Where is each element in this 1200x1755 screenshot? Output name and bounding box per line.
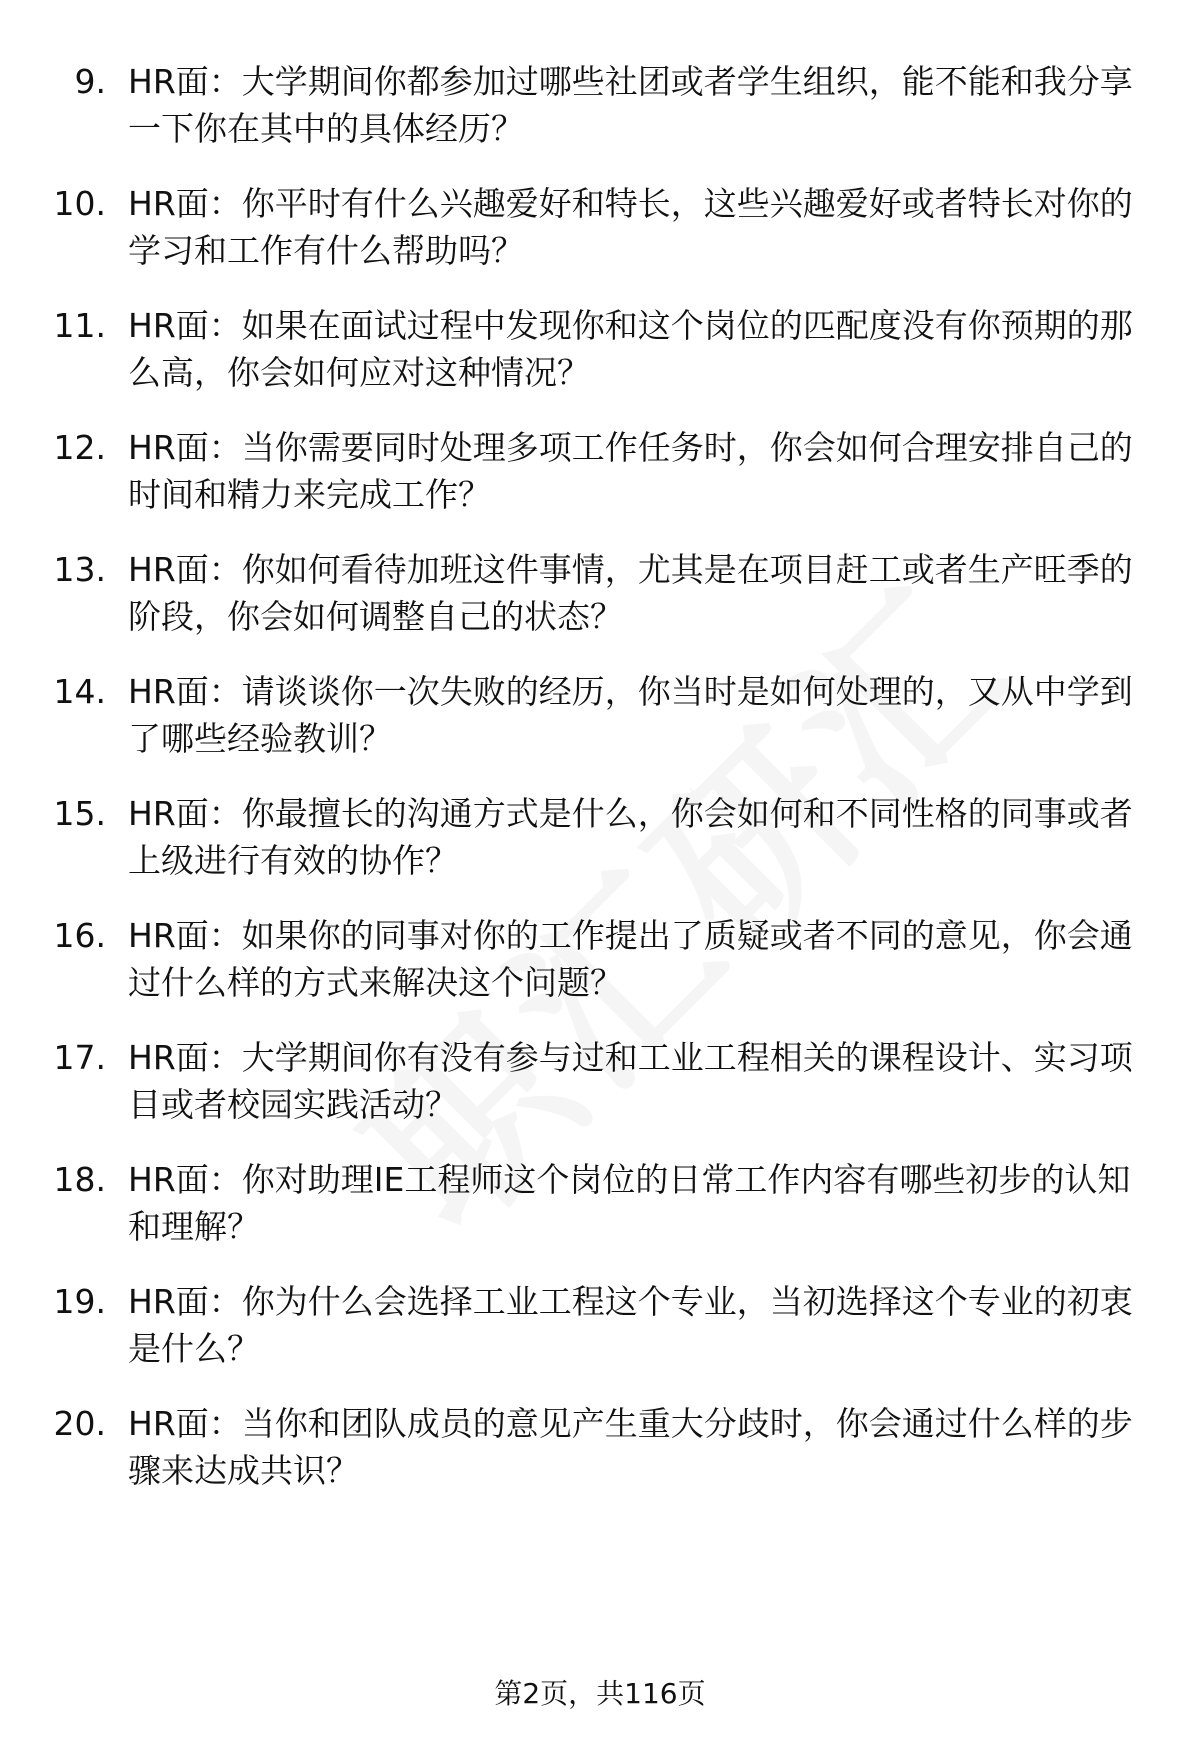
page-footer: 第2页，共116页 (494, 1677, 706, 1710)
list-item (0, 1156, 1200, 1278)
list-item (0, 790, 1200, 912)
question-number: 9. (74, 62, 106, 101)
question-number: 18. (53, 1160, 106, 1199)
question-number: 17. (53, 1038, 106, 1077)
question-text: HR面：当你和团队成员的意见产生重大分歧时，你会通过什么样的步骤来达成共识？ (128, 1404, 1133, 1490)
list-item (0, 912, 1200, 1034)
list-item (0, 1278, 1200, 1400)
list-item (0, 546, 1200, 668)
question-text: HR面：你对助理IE工程师这个岗位的日常工作内容有哪些初步的认知和理解？ (128, 1160, 1131, 1246)
question-number: 12. (53, 428, 106, 467)
question-text: HR面：请谈谈你一次失败的经历，你当时是如何处理的，又从中学到了哪些经验教训？ (128, 672, 1133, 758)
list-item (0, 1400, 1200, 1522)
list-item (0, 58, 1200, 180)
question-number: 20. (53, 1404, 106, 1443)
question-number: 11. (53, 306, 106, 345)
question-text: HR面：你平时有什么兴趣爱好和特长，这些兴趣爱好或者特长对你的学习和工作有什么帮助吗？ (128, 184, 1133, 270)
question-number: 10. (53, 184, 106, 223)
question-text: HR面：你最擅长的沟通方式是什么，你会如何和不同性格的同事或者上级进行有效的协作？ (128, 794, 1133, 880)
question-number: 19. (53, 1282, 106, 1321)
question-text: HR面：如果在面试过程中发现你和这个岗位的匹配度没有你预期的那么高，你会如何应对这种情况？ (128, 306, 1133, 392)
list-item (0, 302, 1200, 424)
question-text: HR面：你如何看待加班这件事情，尤其是在项目赶工或者生产旺季的阶段，你会如何调整自己的状态？ (128, 550, 1133, 636)
question-number: 14. (53, 672, 106, 711)
question-number: 13. (53, 550, 106, 589)
question-list (0, 58, 1200, 1522)
list-item (0, 668, 1200, 790)
question-text: HR面：大学期间你有没有参与过和工业工程相关的课程设计、实习项目或者校园实践活动？ (128, 1038, 1133, 1124)
question-text: HR面：如果你的同事对你的工作提出了质疑或者不同的意见，你会通过什么样的方式来解决这个问题？ (128, 916, 1133, 1002)
list-item (0, 180, 1200, 302)
question-number: 16. (53, 916, 106, 955)
list-item (0, 1034, 1200, 1156)
question-text: HR面：大学期间你都参加过哪些社团或者学生组织，能不能和我分享一下你在其中的具体经历？ (128, 62, 1133, 148)
question-text: HR面：当你需要同时处理多项工作任务时，你会如何合理安排自己的时间和精力来完成工作？ (128, 428, 1133, 514)
question-number: 15. (53, 794, 106, 833)
list-item (0, 424, 1200, 546)
question-text: HR面：你为什么会选择工业工程这个专业，当初选择这个专业的初衷是什么？ (128, 1282, 1133, 1368)
